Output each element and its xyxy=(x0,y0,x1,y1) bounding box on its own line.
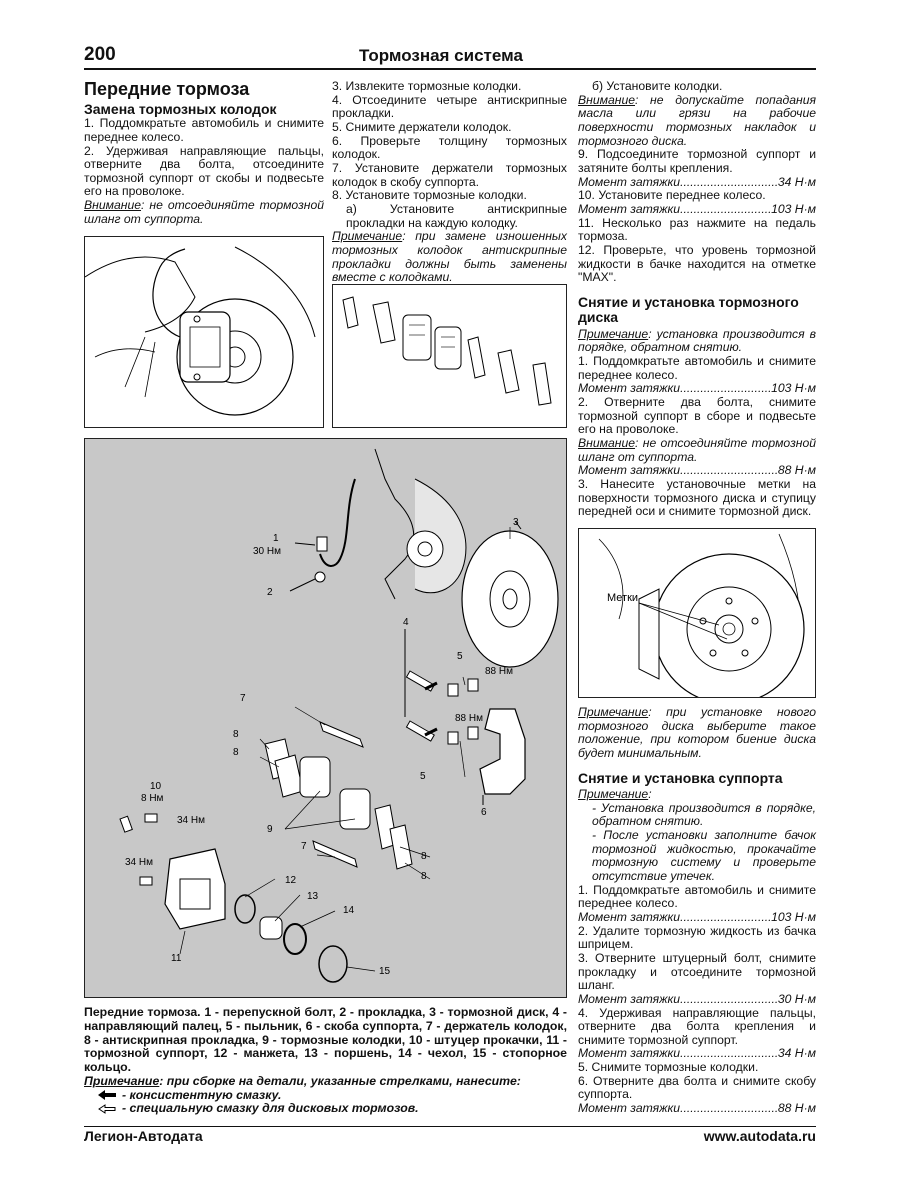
legend-grease: - консистентную смазку. xyxy=(84,1089,567,1103)
step: 10. Установите переднее колесо. xyxy=(578,188,766,203)
callout: 88 Нм xyxy=(455,713,483,724)
step: 12. Проверьте, что уровень тормозной жидкости в бачке находится на отметке "MAX". xyxy=(578,242,816,285)
torque-spec: Момент затяжки ..... 103 Н·м xyxy=(578,382,816,396)
exploded-view xyxy=(85,439,566,997)
callout: 8 xyxy=(233,747,239,758)
step: 3. Отверните штуцерный болт, снимите прокладку и отсоедините тормозной шланг. xyxy=(578,950,816,993)
note-item: - После установки заполните бачок тормозной жидкостью, прокачайте тормозную систему и проверьте отсутствие утечек. xyxy=(592,827,816,883)
torque-spec: Момент затяжки ..... 30 Н·м xyxy=(578,993,816,1007)
step: 3. Извлеките тормозные колодки. xyxy=(332,79,522,93)
callout: 14 xyxy=(343,905,355,916)
callout: 88 Нм xyxy=(485,666,513,677)
step: 1. Поддомкратьте автомобиль и снимите переднее колесо. xyxy=(578,882,816,911)
callout: 5 xyxy=(420,771,426,782)
callout: 7 xyxy=(301,841,307,852)
caption-note: Примечание: при сборке на детали, указанные стрелками, нанесите: xyxy=(84,1073,521,1088)
section-heading: Снятие и установка суппорта xyxy=(578,769,783,786)
callout: 30 Нм xyxy=(253,546,281,557)
callout: 4 xyxy=(403,617,409,628)
note: Примечание: при установке нового тормозного диска выберите такое положение, при котором биение диска будет минимальным. xyxy=(578,705,816,760)
substep: а) Установите антискрипные прокладки на каждую колодку. xyxy=(346,201,567,230)
step: 3. Нанесите установочные метки на поверхности тормозного диска и ступицу передней оси и снимите тормозной диск. xyxy=(578,476,816,519)
fig-label-marks: Метки xyxy=(607,592,639,604)
callout: 34 Нм xyxy=(125,857,153,868)
chapter-title: Тормозная система xyxy=(359,46,523,65)
callout: 3 xyxy=(513,517,519,528)
callout: 6 xyxy=(481,807,487,818)
column-1 xyxy=(84,80,324,226)
section-heading: Снятие и установка тормозного диска xyxy=(578,293,799,326)
disc-illustration xyxy=(579,529,815,697)
callout: 11 xyxy=(171,953,182,964)
column-3-lower xyxy=(578,706,816,1116)
section-title: Передние тормоза xyxy=(84,79,250,99)
exploded-view-figure xyxy=(84,438,567,998)
solid-arrow-icon xyxy=(98,1090,116,1100)
note: Примечание: установка производится в порядке, обратном снятию. xyxy=(578,326,816,355)
warning: Внимание: не отсоединяйте тормозной шланг от суппорта. xyxy=(84,198,324,226)
column-2 xyxy=(332,80,567,285)
page-header xyxy=(84,44,816,70)
disc-figure xyxy=(578,528,816,698)
pads-illustration xyxy=(333,285,566,427)
caption-text: Передние тормоза. 1 - перепускной болт, 2 - прокладка, 3 - тормозной диск, 4 - направляющий палец, 5 - пыльник, 6 - скоба суппорта, 7 - держатель колодок, 8 - антискрипная прокладка, 9 - тормозные колодки, 10 - штуцер прокачки, 11 - тормозной суппорт, 12 - манжета, 13 - поршень, 14 - чехол, 15 - стопорное кольцо. xyxy=(84,1005,567,1075)
step: 2. Удалите тормозную жидкость из бачка шприцем. xyxy=(578,923,816,952)
website: www.autodata.ru xyxy=(703,1128,816,1144)
outline-arrow-icon xyxy=(98,1104,116,1114)
step: 7. Установите держатели тормозных колодок в скобу суппорта. xyxy=(332,160,567,189)
torque-spec: Момент затяжки ..... 34 Н·м xyxy=(578,1047,816,1061)
step: 5. Снимите тормозные колодки. xyxy=(578,1060,759,1075)
note-item: - Установка производится в порядке, обратном снятию. xyxy=(592,800,816,829)
step: 11. Несколько раз нажмите на педаль тормоза. xyxy=(578,215,816,244)
callout: 10 xyxy=(150,781,162,792)
pads-figure xyxy=(332,284,567,428)
section-subtitle: Замена тормозных колодок xyxy=(84,100,277,117)
step: 5. Снимите держатели колодок. xyxy=(332,119,512,134)
step: 6. Проверьте толщину тормозных колодок. xyxy=(332,133,567,162)
torque-spec: Момент затяжки ..... 103 Н·м xyxy=(578,911,816,925)
warning: Внимание: не отсоединяйте тормозной шланг от суппорта. xyxy=(578,435,816,464)
step: 2. Отверните два болта, снимите тормозной суппорт в сборе и подвесьте его на проволоке. xyxy=(578,394,816,437)
callout: 7 xyxy=(240,693,246,704)
step: 1. Поддомкратьте автомобиль и снимите переднее колесо. xyxy=(84,116,324,144)
callout: 9 xyxy=(267,824,273,835)
column-3 xyxy=(578,80,816,519)
page-number: 200 xyxy=(84,44,116,65)
torque-spec: Момент затяжки ..... 34 Н·м xyxy=(578,176,816,190)
note-label: Примечание: xyxy=(578,787,652,802)
callout: 8 xyxy=(421,851,427,862)
legend-special-grease: - специальную смазку для дисковых тормозов. xyxy=(84,1102,567,1116)
callout: 2 xyxy=(267,587,273,598)
step: 2. Удерживая направляющие пальцы, отверните два болта, отсоедините тормозной суппорт от скобы и подвесьте его на проволоке. xyxy=(84,143,324,199)
callout: 1 xyxy=(273,533,279,544)
step: 4. Удерживая направляющие пальцы, отверните два болта крепления и снимите тормозной суппорт. xyxy=(578,1005,816,1047)
torque-spec: Момент затяжки ..... 88 Н·м xyxy=(578,1102,816,1116)
torque-spec: Момент затяжки ..... 103 Н·м xyxy=(578,203,816,217)
callout: 13 xyxy=(307,891,319,902)
callout: 5 xyxy=(457,651,463,662)
note: Примечание: при замене изношенных тормозных колодок антискрипные прокладки должны быть заменены вместе с колодками. xyxy=(332,229,567,285)
step: 1. Поддомкратьте автомобиль и снимите переднее колесо. xyxy=(578,353,816,382)
callout: 12 xyxy=(285,875,297,886)
substep: б) Установите колодки. xyxy=(592,79,723,93)
caliper-figure xyxy=(84,236,324,428)
callout: 8 xyxy=(421,871,427,882)
step: 9. Подсоедините тормозной суппорт и затяните болты крепления. xyxy=(578,147,816,175)
torque-spec: Момент затяжки ..... 88 Н·м xyxy=(578,464,816,478)
publisher: Легион-Автодата xyxy=(84,1128,203,1144)
caliper-illustration xyxy=(85,237,323,427)
step: 4. Отсоедините четыре антискрипные прокладки. xyxy=(332,92,567,121)
warning: Внимание: не допускайте попадания масла или грязи на рабочие поверхности тормозных накладок и тормозного диска. xyxy=(578,92,816,148)
step: 8. Установите тормозные колодки. xyxy=(332,188,527,203)
callout: 8 xyxy=(233,729,239,740)
callout: 15 xyxy=(379,966,391,977)
figure-caption xyxy=(84,1006,567,1116)
callout: 34 Нм xyxy=(177,815,205,826)
callout: 8 Нм xyxy=(141,793,164,804)
page-footer xyxy=(84,1126,816,1146)
step: 6. Отверните два болта и снимите скобу суппорта. xyxy=(578,1073,816,1102)
